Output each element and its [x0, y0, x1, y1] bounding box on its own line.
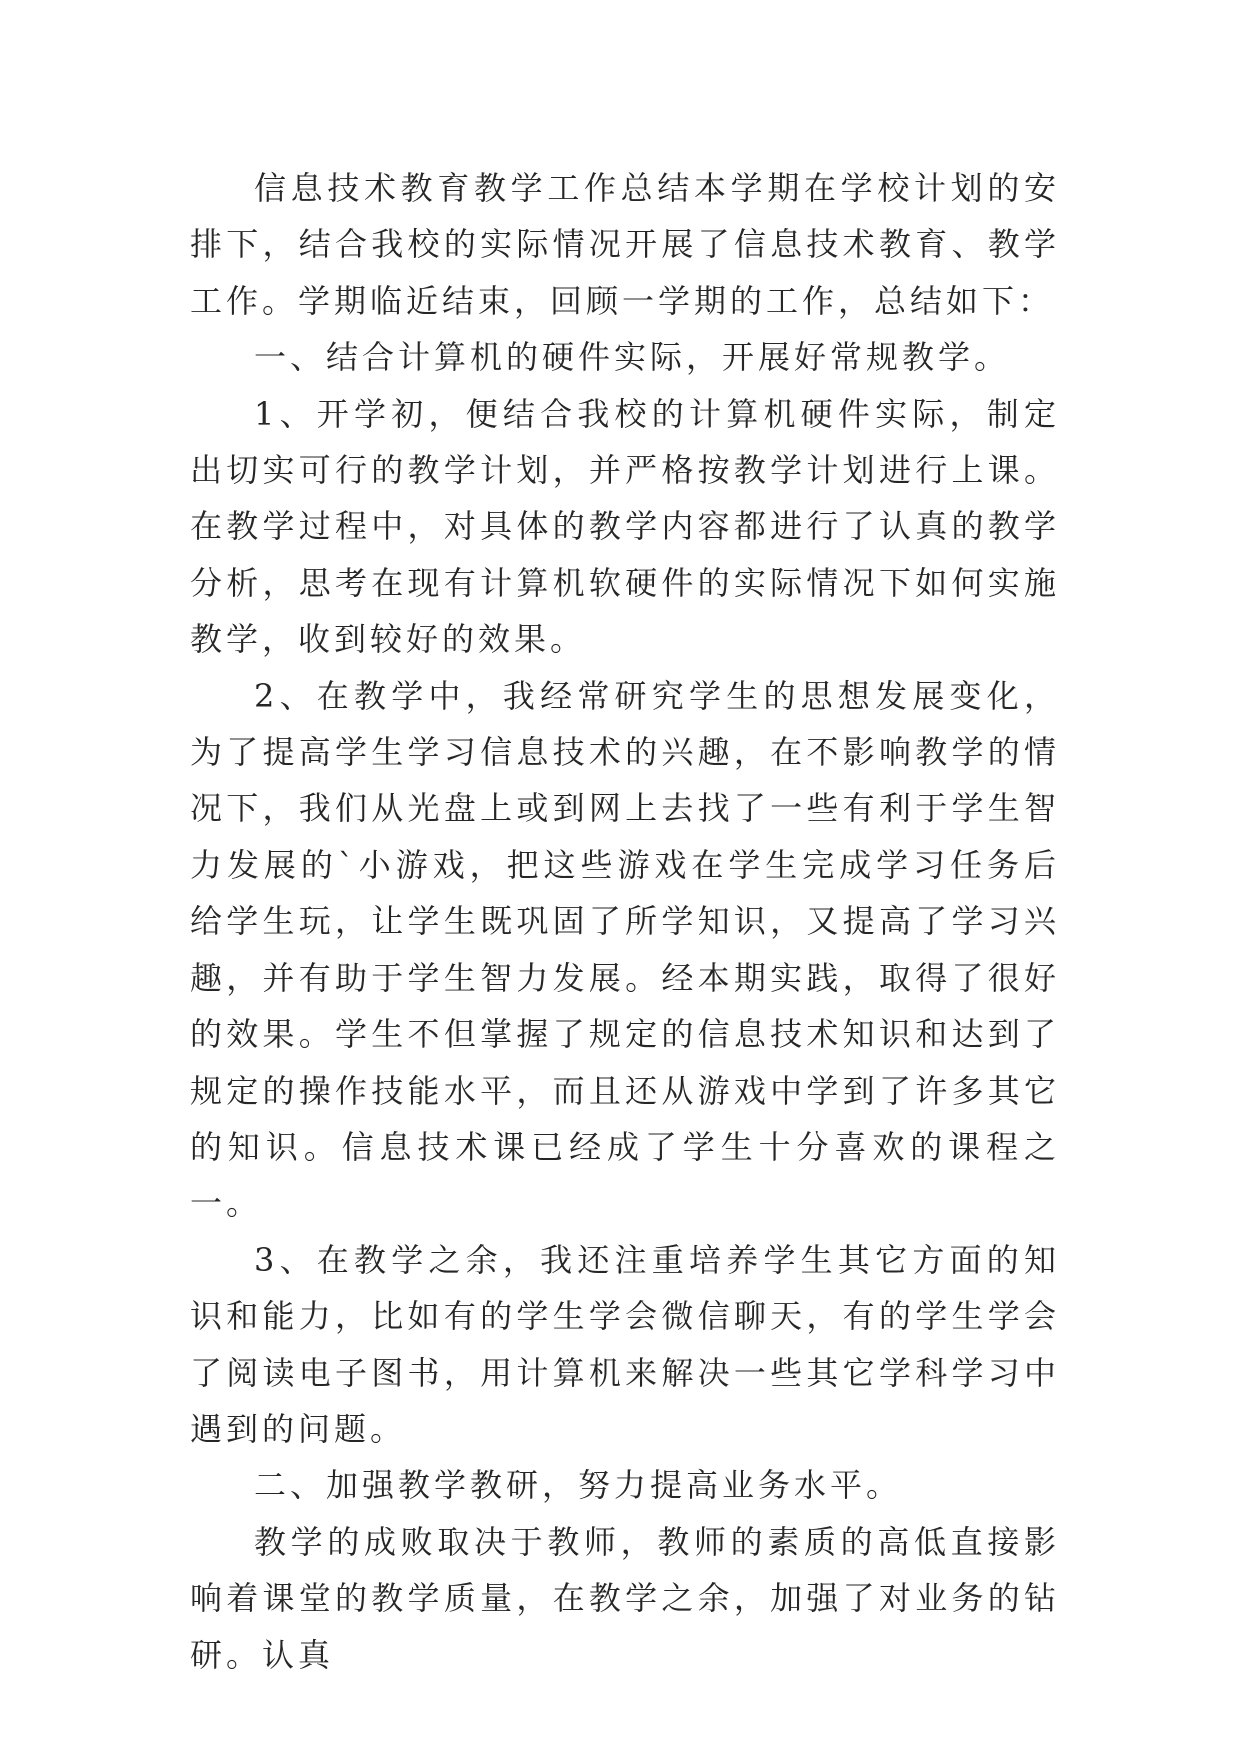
document-body: [190, 160, 1060, 1683]
intro-paragraph: 信息技术教育教学工作总结本学期在学校计划的安排下，结合我校的实际情况开展了信息技术教育、教学工作。学期临近结束，回顾一学期的工作，总结如下：: [190, 169, 1060, 320]
section-heading-2: 二、加强教学教研，努力提高业务水平。: [254, 1466, 903, 1505]
item-2-paragraph: 2、在教学中，我经常研究学生的思想发展变化，为了提高学生学习信息技术的兴趣，在不影响教学的情况下，我们从光盘上或到网上去找了一些有利于学生智力发展的`小游戏，把这些游戏在学生完成学习任务后给学生玩，让学生既巩固了所学知识，又提高了学习兴趣，并有助于学生智力发展。经本期实践，取得了很好的效果。学生不但掌握了规定的信息技术知识和达到了规定的操作技能水平，而且还从游戏中学到了许多其它的知识。信息技术课已经成了学生十分喜欢的课程之一。: [190, 676, 1060, 1223]
item-3-paragraph: 3、在教学之余，我还注重培养学生其它方面的知识和能力，比如有的学生学会微信聊天，有的学生学会了阅读电子图书，用计算机来解决一些其它学科学习中遇到的问题。: [190, 1240, 1060, 1448]
section-2-paragraph: 教学的成败取决于教师，教师的素质的高低直接影响着课堂的教学质量，在教学之余，加强了对业务的钻研。认真: [190, 1522, 1060, 1674]
item-1-paragraph: 1、开学初，便结合我校的计算机硬件实际，制定出切实可行的教学计划，并严格按教学计划进行上课。在教学过程中，对具体的教学内容都进行了认真的教学分析，思考在现有计算机软硬件的实际情况下如何实施教学，收到较好的效果。: [190, 394, 1060, 659]
section-heading-1: 一、结合计算机的硬件实际，开展好常规教学。: [254, 338, 1011, 377]
